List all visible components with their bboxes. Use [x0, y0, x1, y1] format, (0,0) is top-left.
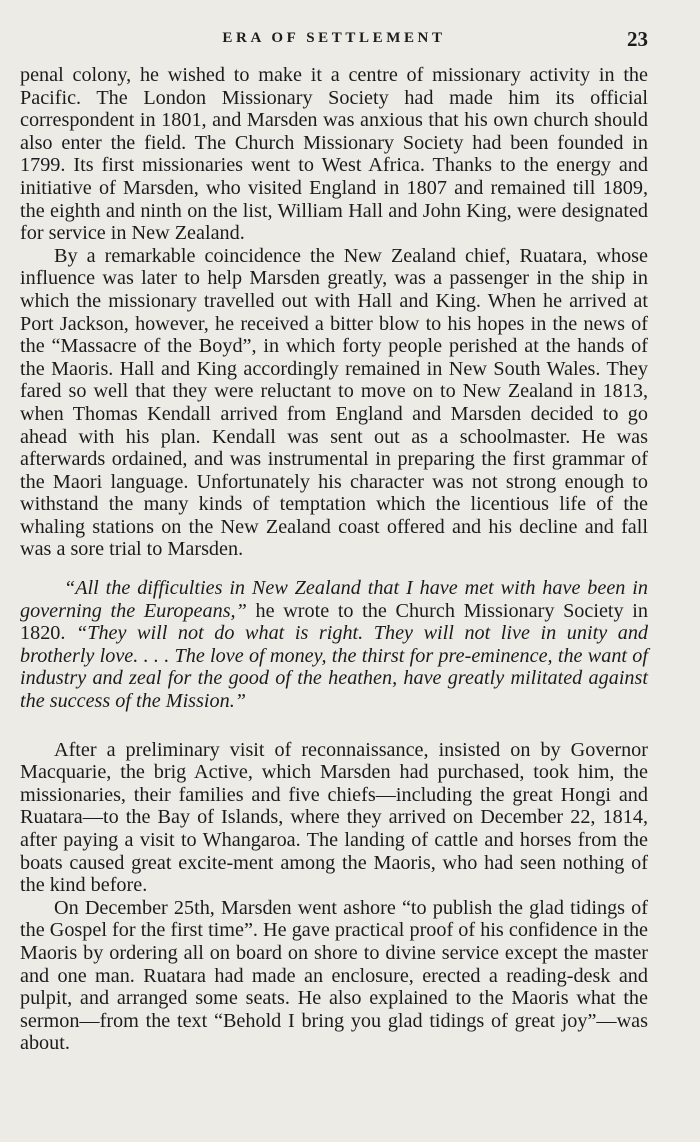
block-quote	[20, 577, 648, 713]
quote-text: “All the difficulties in New Zealand that I have met with have been in governing the Europeans,”	[20, 577, 648, 622]
quote-text: “They will not do what is right. They will not live in unity and brotherly love. . . . The love of money, the thirst for pre-eminence, the want of industry and zeal for the good of the heathen, have greatly militated against the success of the Mission.”	[20, 622, 649, 713]
quote-attribution: he wrote to the Church Missionary Society in 1820.	[20, 599, 648, 645]
running-head: ERA OF SETTLEMENT	[222, 30, 446, 46]
paragraph: penal colony, he wished to make it a centre of missionary activity in the Pacific. The London Missionary Society had made him its official correspondent in 1801, and Marsden was anxious that his own church should also enter the field. The Church Missionary Society had been founded in 1799. Its first missionaries went to West Africa. Thanks to the energy and initiative of Marsden, who visited England in 1807 and remained till 1809, the eighth and ninth on the list, William Hall and John King, were designated for service in New Zealand.	[20, 64, 648, 245]
body-text	[20, 64, 648, 1055]
paragraph: After a preliminary visit of reconnaissance, insisted on by Governor Macquarie, the brig Active, which Marsden had purchased, took him, the missionaries, their families and five chiefs—including the great Hongi and Ruatara—to the Bay of Islands, where they arrived on December 22, 1814, after paying a visit to Whangaroa. The landing of cattle and horses from the boats caused great excite-ment among the Maoris, who had seen nothing of the kind before.	[20, 738, 648, 897]
paragraph: On December 25th, Marsden went ashore “to publish the glad tidings of the Gospel for the first time”. He gave practical proof of his confidence in the Maoris by ordering all on board on shore to divine service except the master and one man. Ruatara had made an enclosure, erected a reading-desk and pulpit, and arranged some seats. He also explained to the Maoris what the sermon—from the text “Behold I bring you glad tidings of great joy”—was about.	[20, 896, 648, 1055]
paragraph: By a remarkable coincidence the New Zealand chief, Ruatara, whose influence was later to help Marsden greatly, was a passenger in the ship in which the missionary travelled out with Hall and King. When he arrived at Port Jackson, however, he received a bitter blow to his hopes in the news of the “Massacre of the Boyd”, in which forty people perished at the hands of the Maoris. Hall and King accordingly remained in New South Wales. They fared so well that they were reluctant to move on to New Zealand in 1813, when Thomas Kendall arrived from England and Marsden decided to go ahead with his plan. Kendall was sent out as a schoolmaster. He was afterwards ordained, and was instrumental in preparing the first grammar of the Maori language. Unfortunately his character was not strong enough to withstand the many kinds of temptation which the licentious life of the whaling stations on the New Zealand coast offered and his decline and fall was a sore trial to Marsden.	[20, 244, 648, 561]
page-header	[20, 27, 648, 60]
page-number: 23	[627, 27, 648, 51]
